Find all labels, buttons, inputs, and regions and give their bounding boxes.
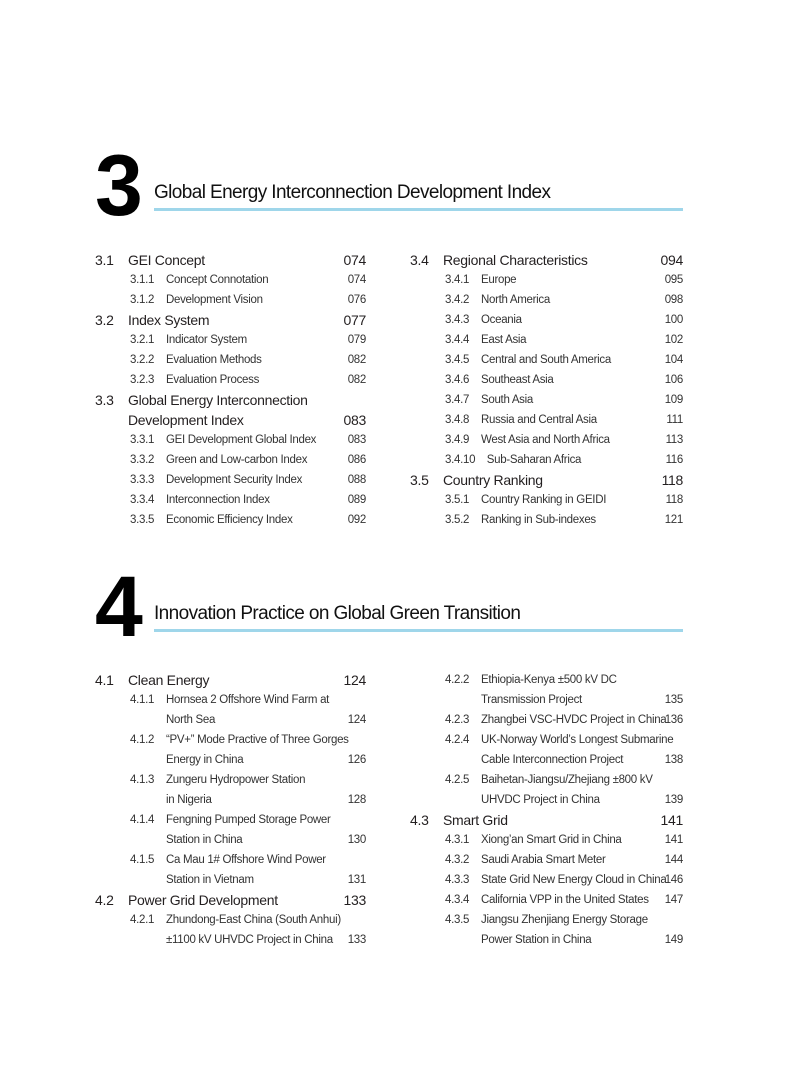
page-number: 147 [664,894,683,906]
toc-line[interactable] [410,710,683,730]
section-number: 3.4 [410,252,429,268]
toc-line[interactable] [410,690,683,710]
toc-line[interactable] [95,770,366,790]
section-number: 3.3.3 [130,474,155,486]
section-title: Hornsea 2 Offshore Wind Farm at [166,694,330,706]
section-title: Station in China [166,834,243,846]
page-number: 136 [664,714,683,726]
section-number: 4.2.3 [445,714,470,726]
toc-line[interactable] [95,510,366,530]
toc-line[interactable] [410,450,683,470]
section-title: South Asia [481,394,533,406]
toc-line[interactable] [410,790,683,810]
toc-line[interactable] [95,370,366,390]
toc-entry[interactable] [410,270,683,290]
section-title: Zungeru Hydropower Station [166,774,306,786]
toc-entry[interactable] [95,270,366,290]
page-number: 138 [664,754,683,766]
section-number: 3.4.8 [445,414,470,426]
toc-entry[interactable] [95,470,366,490]
toc-entry[interactable] [410,770,683,810]
page-number: 083 [343,412,366,428]
section-title: in Nigeria [166,794,212,806]
toc-entry[interactable] [95,770,366,810]
toc-entry[interactable] [95,490,366,510]
section-title: Saudi Arabia Smart Meter [481,854,606,866]
section-number: 4.1.5 [130,854,155,866]
toc-line[interactable] [410,850,683,870]
section-title: Smart Grid [443,812,508,828]
section-title: “PV+” Mode Practive of Three Gorges [166,734,349,746]
section-title: Global Energy Interconnection [128,392,308,408]
toc-entry[interactable] [95,690,366,730]
section-number: 4.3.5 [445,914,470,926]
toc-entry[interactable] [95,910,366,950]
page-number: 109 [664,394,683,406]
page-number: 098 [664,294,683,306]
section-title: GEI Concept [128,252,205,268]
toc-entry[interactable] [410,390,683,410]
page-number: 149 [664,934,683,946]
section-number: 3.1.1 [130,274,155,286]
section-number: 3.4.5 [445,354,470,366]
section-number: 4.3.1 [445,834,470,846]
toc-line[interactable] [410,350,683,370]
toc-line[interactable] [95,810,366,830]
toc-line[interactable] [410,890,683,910]
section-title: Energy in China [166,754,244,766]
section-title: GEI Development Global Index [166,434,317,446]
toc-line[interactable] [410,730,683,750]
section-number: 3.4.1 [445,274,470,286]
toc-entry[interactable] [95,310,366,330]
section-number: 4.2.1 [130,914,155,926]
toc-entry[interactable] [410,490,683,510]
toc-entry[interactable] [95,290,366,310]
toc-entry[interactable] [95,850,366,890]
section-title: Zhundong-East China (South Anhui) [166,914,341,926]
page-number: 133 [343,892,366,908]
toc-line[interactable] [410,810,683,830]
toc-line[interactable] [95,890,366,910]
section-number: 3.4.6 [445,374,470,386]
section-title: Country Ranking in GEIDI [481,494,607,506]
toc-line[interactable] [410,830,683,850]
section-number: 4.3.2 [445,854,470,866]
toc-column-right [410,250,683,530]
toc-entry[interactable] [95,330,366,350]
toc-entry[interactable] [95,390,366,430]
toc-line[interactable] [95,750,366,770]
toc-entry[interactable] [95,450,366,470]
section-title: Clean Energy [128,672,210,688]
section-title: Europe [481,274,517,286]
section-number: 3.4.4 [445,334,470,346]
section-number: 4.3.3 [445,874,470,886]
section-title: State Grid New Energy Cloud in China [481,874,667,886]
toc-line[interactable] [95,390,366,410]
toc-entry[interactable] [410,830,683,850]
page-number: 146 [664,874,683,886]
page-number: 082 [347,354,366,366]
page-number: 074 [343,252,366,268]
page-number: 076 [347,294,366,306]
section-title: Indicator System [166,334,247,346]
section-number: 3.2 [95,312,114,328]
toc-line[interactable] [95,690,366,710]
section-title: ±1100 kV UHVDC Project in China [166,934,333,946]
section-title: Country Ranking [443,472,543,488]
section-title: Concept Connotation [166,274,269,286]
toc-column-right [410,670,683,950]
page-number: 128 [347,794,366,806]
toc-line[interactable] [95,330,366,350]
toc-entry[interactable] [410,290,683,310]
toc-line[interactable] [95,310,366,330]
page-number: 133 [347,934,366,946]
page-number: 135 [664,694,683,706]
toc-entry[interactable] [95,370,366,390]
section-number: 3.3.5 [130,514,155,526]
toc-entry[interactable] [95,510,366,530]
toc-line[interactable] [410,250,683,270]
chapter-number: 3 [95,138,141,234]
toc-entry[interactable] [410,890,683,910]
page-number: 089 [347,494,366,506]
page-number: 113 [665,434,683,446]
section-number: 3.2.3 [130,374,155,386]
toc-entry[interactable] [95,250,366,270]
toc-column-left [95,670,366,950]
toc-entry[interactable] [410,450,683,470]
section-number: 4.1.4 [130,814,155,826]
section-title: Baihetan-Jiangsu/Zhejiang ±800 kV [481,774,653,786]
page-number: 116 [665,454,683,466]
section-number: 3.2.1 [130,334,155,346]
toc-entry[interactable] [410,710,683,730]
section-title: East Asia [481,334,527,346]
toc-line[interactable] [410,770,683,790]
section-title: Ethiopia-Kenya ±500 kV DC [481,674,617,686]
section-title: UK-Norway World’s Longest Submarine [481,734,674,746]
section-number: 3.1 [95,252,114,268]
chapter-title: Innovation Practice on Global Green Transition [154,603,521,624]
section-title: Southeast Asia [481,374,554,386]
section-title: Power Grid Development [128,892,278,908]
page-number: 118 [661,472,683,488]
toc-line[interactable] [95,850,366,870]
section-number: 3.5.2 [445,514,470,526]
page-number: 086 [347,454,366,466]
section-title: Station in Vietnam [166,874,254,886]
section-number: 3.1.2 [130,294,155,306]
section-title: Oceania [481,314,522,326]
toc-line[interactable] [95,250,366,270]
toc-line[interactable] [95,870,366,890]
toc-entry[interactable] [410,350,683,370]
section-number: 3.4.2 [445,294,470,306]
section-number: 4.1.1 [130,694,155,706]
section-number: 4.2.5 [445,774,470,786]
toc-entry[interactable] [410,510,683,530]
section-number: 3.4.3 [445,314,470,326]
section-number: 3.3.2 [130,454,155,466]
section-title: Ranking in Sub-indexes [481,514,596,526]
toc-line[interactable] [95,730,366,750]
section-number: 3.3 [95,392,114,408]
page-number: 088 [347,474,366,486]
toc-entry[interactable] [410,870,683,890]
chapter-divider [154,208,683,211]
toc-entry[interactable] [410,430,683,450]
toc-line[interactable] [95,670,366,690]
toc-entry[interactable] [95,730,366,770]
section-title: Russia and Central Asia [481,414,597,426]
section-title: Interconnection Index [166,494,270,506]
section-number: 3.4.10 [445,454,476,466]
toc-entry[interactable] [95,890,366,910]
page-number: 124 [347,714,366,726]
toc-line[interactable] [95,410,366,430]
toc-line[interactable] [95,350,366,370]
toc-line[interactable] [410,370,683,390]
toc-line[interactable] [95,910,366,930]
section-number: 3.5.1 [445,494,470,506]
section-number: 4.1 [95,672,114,688]
section-title: Ca Mau 1# Offshore Wind Power [166,854,326,866]
page-number: 100 [664,314,683,326]
page-number: 074 [347,274,366,286]
section-title: Green and Low-carbon Index [166,454,308,466]
section-title: Development Index [128,412,244,428]
section-title: West Asia and North Africa [481,434,610,446]
toc-entry[interactable] [410,850,683,870]
toc-line[interactable] [410,750,683,770]
toc-line[interactable] [410,330,683,350]
section-number: 4.1.2 [130,734,155,746]
page-number: 126 [347,754,366,766]
page-number: 079 [347,334,366,346]
page-number: 083 [347,434,366,446]
toc-line[interactable] [410,870,683,890]
toc-entry[interactable] [410,330,683,350]
toc-entry[interactable] [410,370,683,390]
section-title: Zhangbei VSC-HVDC Project in China [481,714,667,726]
section-title: North Sea [166,714,216,726]
chapter-title: Global Energy Interconnection Development Index [154,182,551,203]
page-number: 130 [347,834,366,846]
page-number: 141 [660,812,683,828]
section-title: Sub-Saharan Africa [481,454,582,466]
toc-line[interactable] [410,670,683,690]
section-title: Development Vision [166,294,263,306]
toc-line[interactable] [410,930,683,950]
toc-entry[interactable] [95,810,366,850]
section-number: 4.1.3 [130,774,155,786]
chapter-divider [154,629,683,632]
section-title: Regional Characteristics [443,252,588,268]
toc-entry[interactable] [410,250,683,270]
section-number: 4.3.4 [445,894,470,906]
section-number: 4.3 [410,812,429,828]
page-number: 104 [664,354,683,366]
toc-entry[interactable] [410,310,683,330]
toc-line[interactable] [410,910,683,930]
page-number: 102 [664,334,683,346]
toc-entry[interactable] [410,670,683,710]
toc-line[interactable] [95,470,366,490]
toc-entry[interactable] [410,470,683,490]
page-number: 111 [666,414,683,426]
section-title: Transmission Project [481,694,582,706]
toc-entry[interactable] [410,410,683,430]
page-number: 144 [664,854,683,866]
section-title: Xiong’an Smart Grid in China [481,834,622,846]
section-number: 3.3.1 [130,434,155,446]
toc-entry[interactable] [410,810,683,830]
page-number: 082 [347,374,366,386]
toc-line[interactable] [410,290,683,310]
section-title: Economic Efficiency Index [166,514,293,526]
page-number: 095 [664,274,683,286]
toc-entry[interactable] [410,730,683,770]
section-title: Cable Interconnection Project [481,754,624,766]
section-number: 3.4.7 [445,394,470,406]
page-number: 139 [664,794,683,806]
page-number: 118 [665,494,683,506]
page-number: 124 [343,672,366,688]
section-number: 4.2.4 [445,734,470,746]
toc-line[interactable] [95,830,366,850]
section-number: 3.3.4 [130,494,155,506]
toc-line[interactable] [410,430,683,450]
toc-entry[interactable] [95,350,366,370]
section-title: Evaluation Process [166,374,260,386]
toc-line[interactable] [95,450,366,470]
section-title: North America [481,294,550,306]
page-number: 121 [664,514,683,526]
toc-line[interactable] [95,270,366,290]
toc-line[interactable] [95,490,366,510]
toc-line[interactable] [410,410,683,430]
toc-line[interactable] [410,270,683,290]
section-number: 3.4.9 [445,434,470,446]
page-number: 092 [347,514,366,526]
section-title: UHVDC Project in China [481,794,600,806]
page-number: 077 [343,312,366,328]
toc-line[interactable] [410,510,683,530]
section-title: Fengning Pumped Storage Power [166,814,331,826]
section-number: 4.2 [95,892,114,908]
section-number: 3.2.2 [130,354,155,366]
section-title: Power Station in China [481,934,592,946]
section-title: Development Security Index [166,474,303,486]
page-number: 106 [664,374,683,386]
toc-line[interactable] [95,930,366,950]
toc-column-left [95,250,366,530]
section-title: Index System [128,312,210,328]
toc-line[interactable] [410,390,683,410]
toc-line[interactable] [95,430,366,450]
section-number: 4.2.2 [445,674,470,686]
page-number: 094 [660,252,683,268]
chapter-number: 4 [95,559,141,655]
toc-line[interactable] [410,490,683,510]
page-number: 131 [347,874,366,886]
toc-line[interactable] [410,310,683,330]
toc-line[interactable] [410,470,683,490]
toc-line[interactable] [95,790,366,810]
toc-entry[interactable] [95,670,366,690]
section-title: Central and South America [481,354,611,366]
section-title: Evaluation Methods [166,354,262,366]
section-number: 3.5 [410,472,429,488]
page-number: 141 [664,834,683,846]
section-title: Jiangsu Zhenjiang Energy Storage [481,914,648,926]
section-title: California VPP in the United States [481,894,649,906]
toc-entry[interactable] [95,430,366,450]
toc-entry[interactable] [410,910,683,950]
toc-line[interactable] [95,710,366,730]
toc-line[interactable] [95,290,366,310]
